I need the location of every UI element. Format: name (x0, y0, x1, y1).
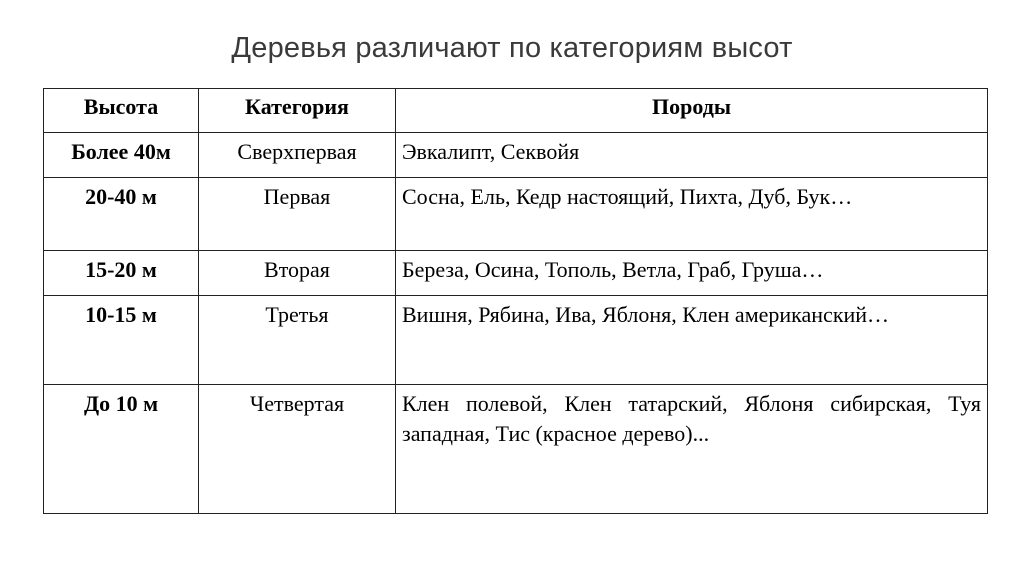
tree-height-table (43, 88, 988, 514)
category-cell: Первая (199, 178, 396, 251)
species-cell: Береза, Осина, Тополь, Ветла, Граб, Груша… (396, 251, 988, 296)
height-cell: 20-40 м (44, 178, 199, 251)
category-cell: Третья (199, 296, 396, 385)
species-cell: Эвкалипт, Секвойя (396, 133, 988, 178)
page-title: Деревья различают по категориям высот (231, 32, 793, 64)
species-cell: Сосна, Ель, Кедр настоящий, Пихта, Дуб, Бук… (396, 178, 988, 251)
table-row (44, 251, 988, 296)
table-row (44, 385, 988, 514)
table-header-row (44, 89, 988, 133)
category-cell: Четвертая (199, 385, 396, 514)
species-cell: Вишня, Рябина, Ива, Яблоня, Клен американский… (396, 296, 988, 385)
category-cell: Вторая (199, 251, 396, 296)
header-species: Породы (396, 89, 988, 133)
height-cell: До 10 м (44, 385, 199, 514)
height-cell: 15-20 м (44, 251, 199, 296)
category-cell: Сверхпервая (199, 133, 396, 178)
table-row (44, 178, 988, 251)
table-row (44, 133, 988, 178)
header-height: Высота (44, 89, 199, 133)
species-cell: Клен полевой, Клен татарский, Яблоня сибирская, Туя западная, Тис (красное дерево)... (396, 385, 988, 514)
header-category: Категория (199, 89, 396, 133)
height-cell: 10-15 м (44, 296, 199, 385)
table-row (44, 296, 988, 385)
height-cell: Более 40м (44, 133, 199, 178)
